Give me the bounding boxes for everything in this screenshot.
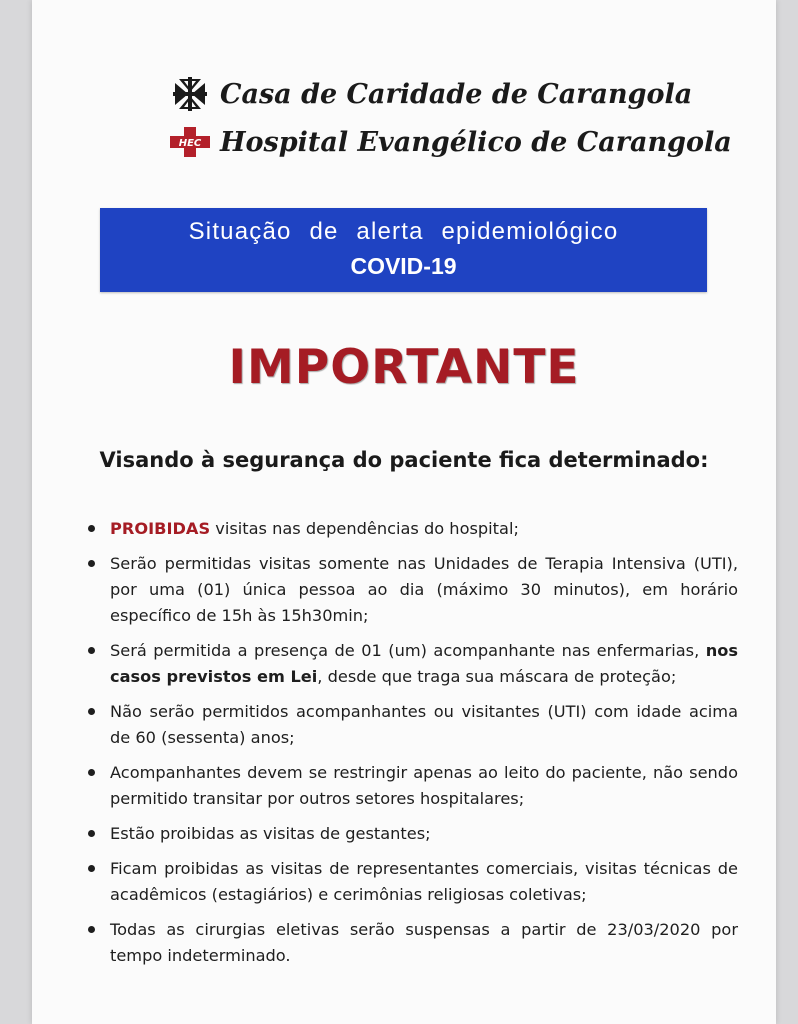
rule-text: Estão proibidas as visitas de gestantes; bbox=[110, 824, 431, 843]
rule-text: Será permitida a presença de 01 (um) acompanhante nas enfermarias, bbox=[110, 641, 706, 660]
org-name-hospital: Hospital Evangélico de Carangola bbox=[220, 126, 732, 158]
alert-banner-subtitle: COVID-19 bbox=[350, 253, 457, 279]
rule-text: Serão permitidas visitas somente nas Unidades de Terapia Intensiva (UTI), por uma (01) única pessoa ao dia (máximo 30 minutos), em horário específico de 15h às 15h30min; bbox=[110, 554, 738, 625]
alert-banner bbox=[100, 208, 707, 292]
bullet-icon bbox=[88, 647, 95, 654]
list-item bbox=[78, 638, 738, 690]
notice-sheet bbox=[32, 0, 776, 1024]
list-item bbox=[78, 821, 738, 847]
bullet-icon bbox=[88, 769, 95, 776]
hec-logo-text: HEC bbox=[178, 138, 202, 149]
rule-text: visitas nas dependências do hospital; bbox=[210, 519, 519, 538]
hec-cross-logo-icon bbox=[168, 123, 212, 161]
rule-text: Acompanhantes devem se restringir apenas ao leito do paciente, não sendo permitido transitar por outros setores hospitalares; bbox=[110, 763, 738, 808]
headline: IMPORTANTE bbox=[228, 340, 580, 395]
rule-text: Ficam proibidas as visitas de representantes comerciais, visitas técnicas de acadêmicos (estagiários) e cerimônias religiosas coletivas; bbox=[110, 859, 738, 904]
letterhead bbox=[168, 72, 732, 164]
rule-highlight: PROIBIDAS bbox=[110, 519, 211, 538]
bullet-icon bbox=[88, 525, 95, 532]
list-item bbox=[78, 760, 738, 812]
bullet-icon bbox=[88, 926, 95, 933]
alert-banner-title: Situação de alerta epidemiológico bbox=[188, 218, 619, 245]
subtitle: Visando à segurança do paciente fica determinado: bbox=[99, 448, 709, 472]
list-item bbox=[78, 917, 738, 969]
list-item bbox=[78, 516, 738, 542]
org-line-caridade bbox=[168, 72, 693, 116]
rule-text: Todas as cirurgias eletivas serão suspensas a partir de 23/03/2020 por tempo indeterminado. bbox=[110, 920, 738, 965]
rule-text: Não serão permitidos acompanhantes ou visitantes (UTI) com idade acima de 60 (sessenta) anos; bbox=[110, 702, 738, 747]
bullet-icon bbox=[88, 560, 95, 567]
list-item bbox=[78, 856, 738, 908]
rules-list bbox=[78, 516, 738, 978]
org-name-caridade: Casa de Caridade de Carangola bbox=[220, 78, 693, 110]
bullet-icon bbox=[88, 708, 95, 715]
maltese-cross-icon bbox=[168, 75, 212, 113]
bullet-icon bbox=[88, 865, 95, 872]
rule-bold-text: nos casos previstos em Lei bbox=[110, 641, 738, 686]
list-item bbox=[78, 699, 738, 751]
rule-text: , desde que traga sua máscara de proteção; bbox=[317, 667, 677, 686]
bullet-icon bbox=[88, 830, 95, 837]
org-line-hospital bbox=[168, 120, 732, 164]
list-item bbox=[78, 551, 738, 629]
